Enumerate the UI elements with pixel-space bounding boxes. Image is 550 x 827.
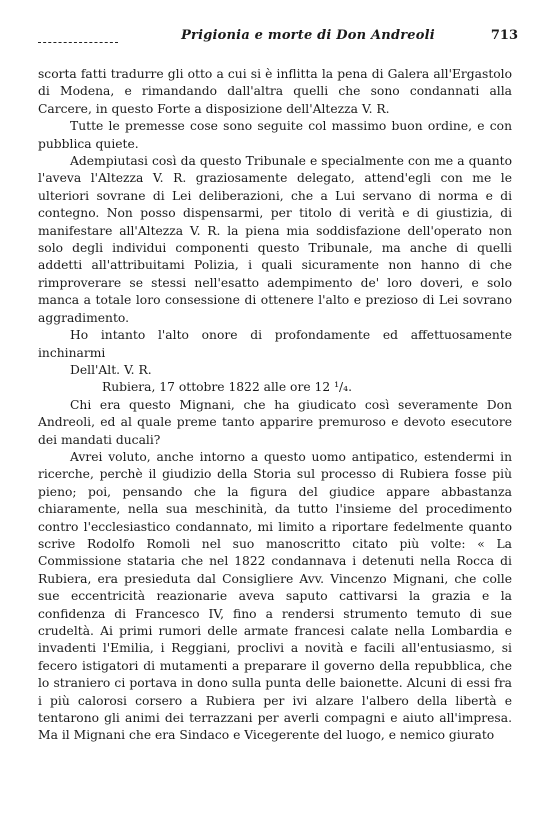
- letter-signature: Dell'Alt. V. R.: [70, 362, 152, 377]
- letter-paragraph: scorta fatti tradurre gli otto a cui si è inflitta la pena di Galera all'Ergastolo di Modena, e rimandando dall'altra quelli che sono condannati alla Carcere, in questo Forte a disposizione dell'Altezza V. R.: [38, 67, 512, 116]
- page-body: [38, 66, 512, 745]
- letter-paragraph: Adempiutasi così da questo Tribunale e specialmente con me a quanto l'aveva l'Altezza V. R. graziosamente delegato, attend'egli con me le ulteriori sovrane di Lei deliberazioni, che a Lui servano di norma e di contegno. Non posso dispensarmi, per titolo di verità e di giustizia, di manifestare all'Altezza V. R. la piena mia soddisfazione dell'operato non solo degli individui componenti questo Tribunale, ma anche di quelli addetti all'attribuitami Polizia, i quali sicuramente non hanno di che rimproverare se stessi nell'esatto adempimento de' loro doveri, e solo manca a totale loro consessione di ottenere l'alto e prezioso di Lei sovrano aggradimento.: [38, 154, 512, 325]
- page-number: 713: [490, 28, 518, 43]
- running-title: Prigionia e morte di Don Andreoli: [181, 28, 435, 43]
- text-paragraph: Chi era questo Mignani, che ha giudicato così severamente Don Andreoli, ed al quale preme tanto apparire premuroso e devoto esecutore dei mandati ducali?: [38, 397, 512, 447]
- running-header: [38, 28, 518, 48]
- letter-closing: Ho intanto l'alto onore di profondamente ed affettuosamente inchinarmi: [38, 328, 512, 360]
- letter-paragraph: Tutte le premesse cose sono seguite col massimo buon ordine, e con pubblica quiete.: [38, 119, 512, 151]
- letter-place-date: Rubiera, 17 ottobre 1822 alle ore 12 ¹/₄.: [102, 380, 352, 395]
- text-paragraph: Avrei voluto, anche intorno a questo uomo antipatico, estendermi in ricerche, perchè il giudizio della Storia sul processo di Rubiera fosse più pieno; poi, pensando che la figura del giudice appare abbastanza chiaramente, nella sua meschinità, da tutto l'insieme del procedimento contro l'ecclesiastico condannato, mi limito a riportare fedelmente quanto scrive Rodolfo Romoli nel suo manoscritto citato più volte: « La Commissione stataria che nel 1822 condannava i detenuti nella Rocca di Rubiera, era presieduta dal Consigliere Avv. Vincenzo Mignani, che colle sue eccentricità reazionarie aveva saputo cattivarsi la grazia e la confidenza di Francesco IV, fino a rendersi strumento temuto di sue crudeltà. Ai primi rumori delle armate francesi calate nella Lombardia e invadenti l'Emilia, i Reggiani, proclivi a novità e facili all'entusiasmo, si fecero istigatori di mutamenti a preparare il governo della repubblica, che lo straniero ci portava in dono sulla punta delle baionette. Alcuni di essi fra i più calorosi corsero a Rubiera per ivi alzare l'albero della libertà e tentarono gli animi dei terrazzani per averli compagni e aiuto all'impresa. Ma il Mignani che era Sindaco e Vicegerente del luogo, e nemico giurato: [38, 449, 512, 743]
- header-rule: [38, 42, 118, 44]
